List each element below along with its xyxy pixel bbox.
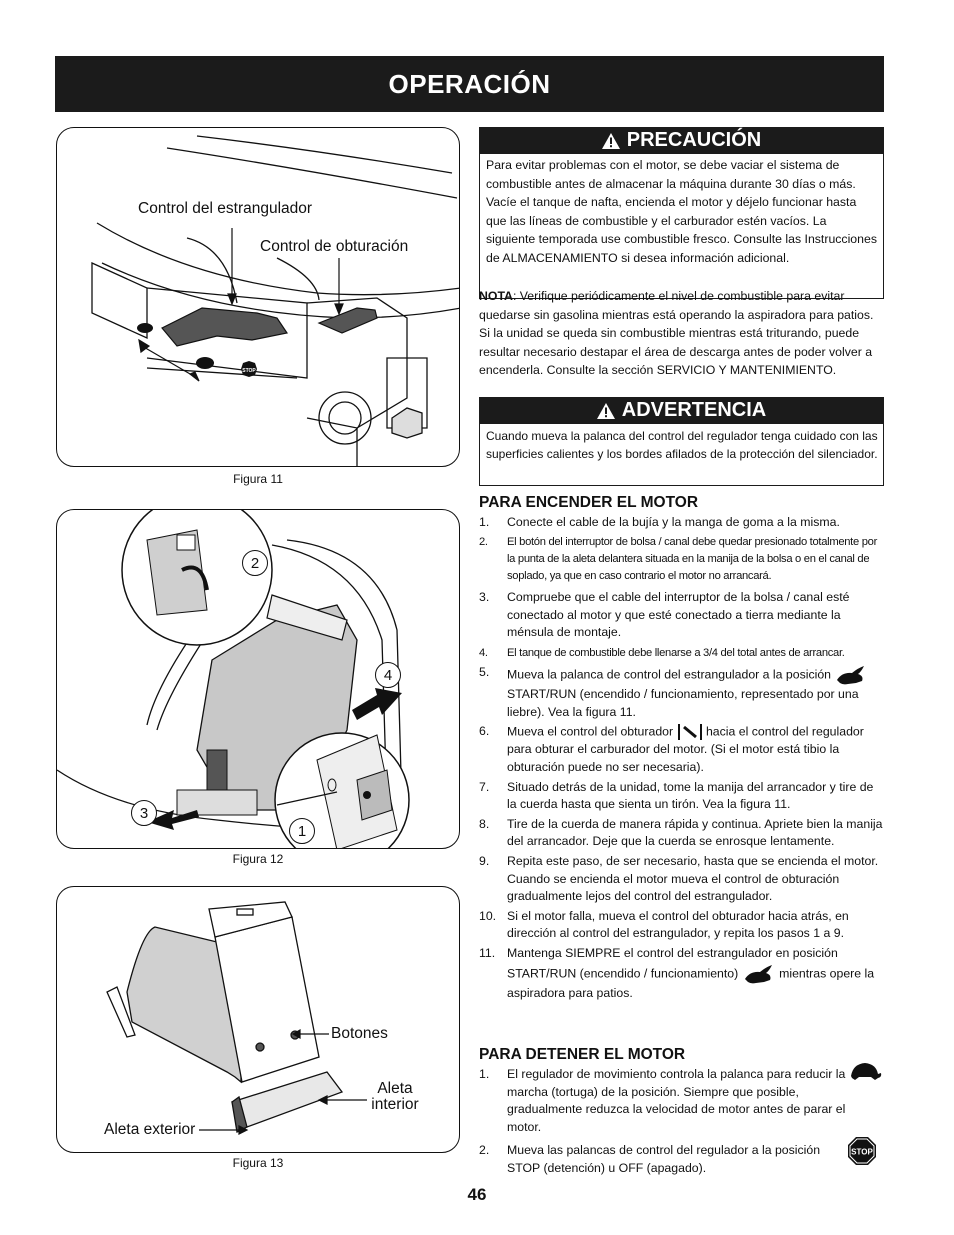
warning-title: ADVERTENCIA [621, 399, 767, 421]
figure-11-illustration [57, 128, 460, 467]
figure-13-caption: Figura 13 [232, 1156, 284, 1170]
warning-triangle-icon [597, 403, 615, 419]
label-inner-flap: Aleta interior [371, 1080, 419, 1113]
caution-header [479, 127, 884, 154]
warning-header [479, 397, 884, 424]
label-throttle-control: Control de obturación [260, 238, 409, 255]
stop-sign-icon [847, 1136, 877, 1166]
list-item: 10. Si el motor falla, mueva el control del obturador hacia atrás, en dirección al control del estrangulador, y repita los pasos 1 a 9. [479, 908, 849, 941]
caution-body: Para evitar problemas con el motor, se debe vaciar el sistema de combustible antes de almacenar la máquina durante 30 días o más. Vacíe el tanque de nafta, encienda el motor y déjelo funcionar hasta que las líneas de combustible y el carburador estén vacíos. La siguiente temporada use combustible fresco. Consulte las Instrucciones de ALMACENAMIENTO si desea información adicional. [479, 154, 884, 299]
callout-number-4: 4 [375, 662, 401, 688]
turtle-icon [847, 1060, 883, 1082]
start-motor-heading: PARA ENCENDER EL MOTOR [479, 494, 699, 511]
label-buttons: Botones [331, 1025, 388, 1042]
label-outer-flap: Aleta exterior [104, 1121, 196, 1138]
rabbit-icon [742, 963, 776, 985]
list-item: 4. El tanque de combustible debe llenarse a 3/4 del total antes de arrancar. [479, 646, 845, 659]
page-title: OPERACIÓN [388, 68, 551, 99]
page-number: 46 [467, 1185, 487, 1204]
choke-icon [677, 723, 703, 741]
start-motor-steps [479, 514, 883, 1002]
page-title-banner [55, 56, 884, 112]
list-item: 3. Compruebe que el cable del interruptor de la bolsa / canal esté conectado al motor y que esté conectado a tierra mediante la ménsula de montaje. [479, 590, 850, 640]
list-item: 6. Mueva el control del obturador hacia el control del regulador para obturar el carburador del motor. (Si el motor está tibio la obturación puede no ser necesaria). [479, 724, 864, 774]
note-paragraph [479, 287, 883, 380]
figure-13-illustration [57, 887, 460, 1153]
caution-box [479, 127, 884, 299]
rabbit-icon [834, 664, 868, 686]
warning-box [479, 397, 884, 486]
callout-number-2: 2 [242, 550, 268, 576]
figure-11 [56, 127, 460, 467]
stop-sign-label: STOP [242, 368, 256, 374]
stop-motor-heading: PARA DETENER EL MOTOR [479, 1046, 686, 1063]
list-item: 8. Tire de la cuerda de manera rápida y continua. Apriete bien la manija del arrancador. Deje que la cuerda se enrosque lentamente. [479, 816, 883, 849]
figure-11-caption: Figura 11 [233, 472, 283, 486]
figure-12 [56, 509, 460, 849]
list-item: 1. El regulador de movimiento controla la palanca para reducir la marcha (tortuga) de la posición. Siempre que posible, gradualmente reduzca la velocidad de motor antes de parar el motor. [479, 1066, 883, 1136]
list-item: 9. Repita este paso, de ser necesario, hasta que se encienda el motor. Cuando se encienda el motor mueva el control de obturación gradualmente lejos del control del estrangulador. [479, 853, 879, 904]
callout-number-3: 3 [131, 800, 157, 826]
list-item: 7. Situado detrás de la unidad, tome la manija del arrancador y tire de la cuerda hasta que sienta un tirón. Vea la figura 11. [479, 779, 874, 812]
stop-sign-text: STOP [851, 1147, 873, 1157]
figure-13 [56, 886, 460, 1153]
callout-number-1: 1 [289, 818, 315, 844]
warning-triangle-icon [602, 133, 620, 149]
list-item: 2. El botón del interruptor de bolsa / canal debe quedar presionado totalmente por la punta de la aleta delantera situada en la manija de la bolsa o en el canal de soplado, ya que en caso contrario el motor no arrancará. [479, 535, 877, 582]
figure-12-caption: Figura 12 [232, 852, 284, 866]
list-item: 1. Conecte el cable de la bujía y la manga de goma a la misma. [479, 515, 840, 529]
list-item: 2. Mueva las palancas de control del regulador a la posición STOP (detención) u OFF (apagado). STOP [479, 1142, 883, 1177]
list-item: 11. Mantenga SIEMPRE el control del estrangulador en posición START/RUN (encendido / funcionamiento) mientras opere la aspiradora para patios. [479, 945, 875, 1000]
label-choke-control: Control del estrangulador [138, 200, 313, 217]
caution-title: PRECAUCIÓN [626, 129, 762, 151]
stop-motor-steps [479, 1066, 883, 1178]
start-motor-section [479, 494, 883, 1002]
list-item: 5. Mueva la palanca de control del estrangulador a la posición START/RUN (encendido / funcionamiento, representado por una liebre). Vea la figura 11. [479, 664, 883, 721]
note-body: : Verifique periódicamente el nivel de combustible para evitar quedarse sin gasolina mientras está operando la aspiradora para patios. Si la unidad se queda sin combustible mientras está triturando, puede resultar necesario destapar el área de descarga antes de poder volver a encenderla. Consulte la sección SERVICIO Y MANTENIMIENTO. [479, 289, 874, 377]
warning-body: Cuando mueva la palanca del control del regulador tenga cuidado con las superficies calientes y los bordes afilados de la protección del silenciador. [479, 424, 884, 486]
note-label: NOTA [479, 289, 513, 303]
stop-motor-section [479, 1046, 883, 1178]
